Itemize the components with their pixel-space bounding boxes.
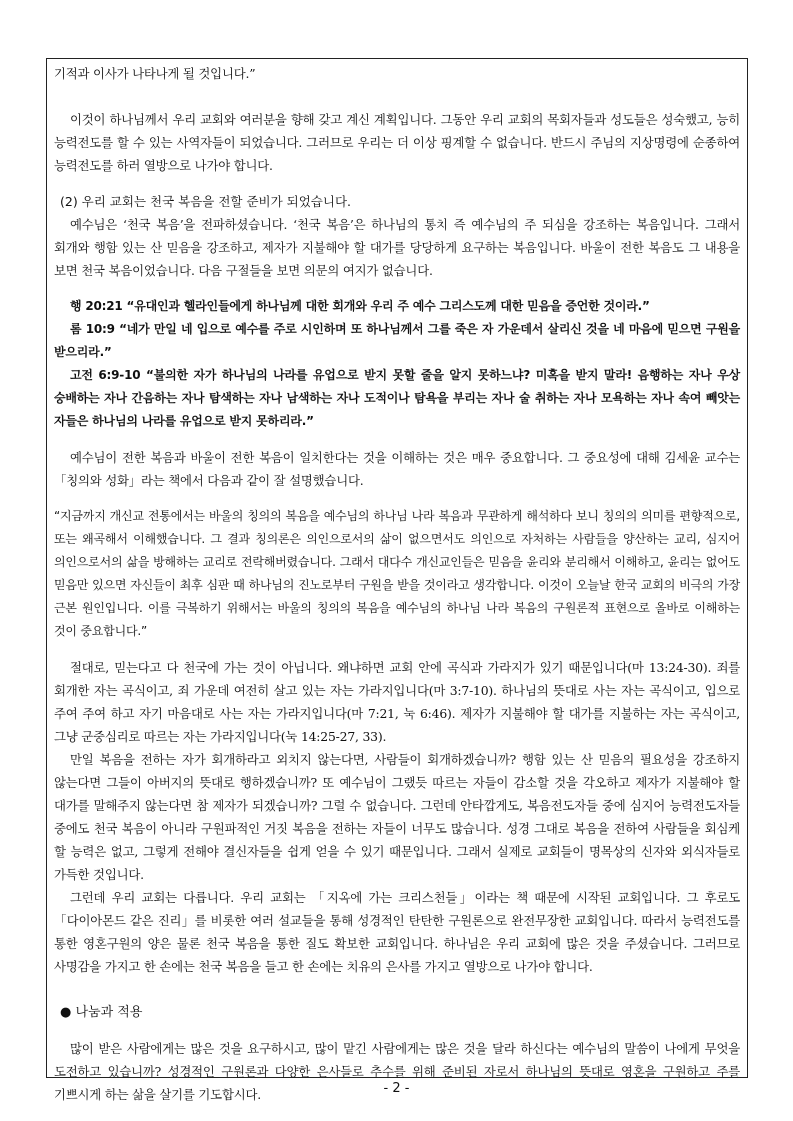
page-number: - 2 -	[383, 1081, 410, 1096]
document-body	[54, 62, 740, 1106]
section-sharing-title: ● 나눔과 적용	[60, 1005, 143, 1020]
paragraph-gospel-match: 예수님이 전한 복음과 바울이 전한 복음이 일치한다는 것을 이해하는 것은 매우 중요합니다. 그 중요성에 대해 김세윤 교수는 「칭의와 성화」라는 책에서 다음과 같이 잘 설명했습니다.	[54, 450, 740, 488]
paragraph-wheat-tares: 절대로, 믿는다고 다 천국에 가는 것이 아닙니다. 왜냐하면 교회 안에 곡식과 가라지가 있기 때문입니다(마 13:24-30). 죄를 회개한 자는 곡식이고, 죄 가운데 여전히 살고 있는 자는 가라지입니다(마 3:7-10). 하나님의 뜻대로 사는 자는 곡식이고, 입으로 주여 주여 하고 자기 마음대로 사는 자는 가라지입니다(마 7:21, 눅 6:46). 제자가 지불해야 할 대가를 지불하는 자는 곡식이고, 그냥 군중심리로 따르는 자는 가라지입니다(눅 14:25-27, 33).	[54, 660, 740, 744]
paragraph-repentance: 만일 복음을 전하는 자가 회개하라고 외치지 않는다면, 사람들이 회개하겠습니까? 행함 있는 산 믿음의 필요성을 강조하지 않는다면 그들이 아버지의 뜻대로 행하겠습니까? 또 예수님이 그랬듯 따르는 자들이 감소할 것을 각오하고 제자가 지불해야 할 대가를 말해주지 않는다면 참 제자가 되겠습니까? 그럴 수 없습니다. 그런데 안타깝게도, 복음전도자들 중에 심지어 능력전도자들 중에도 천국 복음이 아니라 구원파적인 거짓 복음을 전하는 자들이 너무도 많습니다. 성경 그대로 복음을 전하여 사람들을 회심케 할 능력은 없고, 그렇게 전해야 결신자들을 쉽게 얻을 수 있기 때문입니다. 그래서 실제로 교회들이 명목상의 신자와 외식자들로 가득한 것입니다.	[54, 752, 740, 882]
verse-acts: 행 20:21 “유대인과 헬라인들에게 하나님께 대한 회개와 우리 주 예수 그리스도께 대한 믿음을 증언한 것이라.”	[70, 299, 650, 313]
subheading-gospel-ready: (2) 우리 교회는 천국 복음을 전할 준비가 되었습니다.	[60, 194, 351, 209]
quote-block: “지금까지 개신교 전통에서는 바울의 칭의의 복음을 예수님의 하나님 나라 복음과 무관하게 해석하다 보니 칭의의 의미를 편향적으로, 또는 왜곡해서 이해했습니다. 그 결과 칭의론은 의인으로서의 삶이 없으면서도 의인으로 자처하는 사람들을 양산하는 교리, 심지어 의인으로서의 삶을 방해하는 교리로 전락해버렸습니다. 그래서 대다수 개신교인들은 믿음을 윤리와 분리해서 이해하고, 윤리는 없어도 믿음만 있으면 자신들이 최후 심판 때 하나님의 진노로부터 구원을 받을 것이라고 생각합니다. 이것이 오늘날 한국 교회의 비극의 가장 근본 원인입니다. 이를 극복하기 위해서는 바울의 칭의의 복음을 예수님의 하나님 나라 복음의 구원론적 표현으로 올바로 이해하는 것이 중요합니다.”	[54, 509, 740, 638]
verse-romans: 롬 10:9 “네가 만일 네 입으로 예수를 주로 시인하며 또 하나님께서 그를 죽은 자 가운데서 살리신 것을 네 마음에 믿으면 구원을 받으리라.”	[54, 322, 741, 359]
verse-corinthians: 고전 6:9-10 “불의한 자가 하나님의 나라를 유업으로 받지 못할 줄을 알지 못하느냐? 미혹을 받지 말라! 음행하는 자나 우상 숭배하는 자나 간음하는 자나 탐색하는 자나 남색하는 자나 도적이나 탐욕을 부리는 자나 술 취하는 자나 모욕하는 자나 속여 빼앗는 자들은 하나님의 나라를 유업으로 받지 못하리라.”	[54, 368, 740, 428]
paragraph-our-church: 그런데 우리 교회는 다릅니다. 우리 교회는 「지옥에 가는 크리스천들」이라는 책 때문에 시작된 교회입니다. 그 후로도 「다이아몬드 같은 진리」를 비롯한 여러 설교들을 통해 성경적인 탄탄한 구원론으로 완전무장한 교회입니다. 따라서 능력전도를 통한 영혼구원의 양은 물론 천국 복음을 통한 질도 확보한 교회입니다. 하나님은 우리 교회에 많은 것을 주셨습니다. 그러므로 사명감을 가지고 한 손에는 천국 복음을 들고 한 손에는 치유의 은사를 가지고 열방으로 나가야 합니다.	[54, 890, 740, 974]
paragraph-kingdom-gospel: 예수님은 ‘천국 복음’을 전파하셨습니다. ‘천국 복음’은 하나님의 통치 즉 예수님의 주 되심을 강조하는 복음입니다. 그래서 회개와 행함 있는 산 믿음을 강조하고, 제자가 지불해야 할 대가를 당당하게 요구하는 복음입니다. 바울이 전한 복음도 그 내용을 보면 천국 복음이었습니다. 다음 구절들을 보면 의문의 여지가 없습니다.	[54, 217, 740, 278]
paragraph-plan: 이것이 하나님께서 우리 교회와 여러분을 향해 갖고 계신 계획입니다. 그동안 우리 교회의 목회자들과 성도들은 성숙했고, 능히 능력전도를 할 수 있는 사역자들이 되었습니다. 그러므로 우리는 더 이상 핑계할 수 없습니다. 반드시 주님의 지상명령에 순종하여 능력전도를 하러 열방으로 나가야 합니다.	[54, 112, 740, 173]
paragraph-application: 많이 받은 사람에게는 많은 것을 요구하시고, 많이 맡긴 사람에게는 많은 것을 달라 하신다는 예수님의 말씀이 나에게 무엇을 도전하고 있습니까? 성경적인 구원론과 다양한 은사들로 추수를 위해 준비된 자로서 하나님의 뜻대로 영혼을 구원하고 주를 기쁘시게 하는 삶을 살기를 기도합시다.	[54, 1041, 740, 1102]
intro-tail: 기적과 이사가 나타나게 될 것입니다.”	[54, 66, 256, 81]
